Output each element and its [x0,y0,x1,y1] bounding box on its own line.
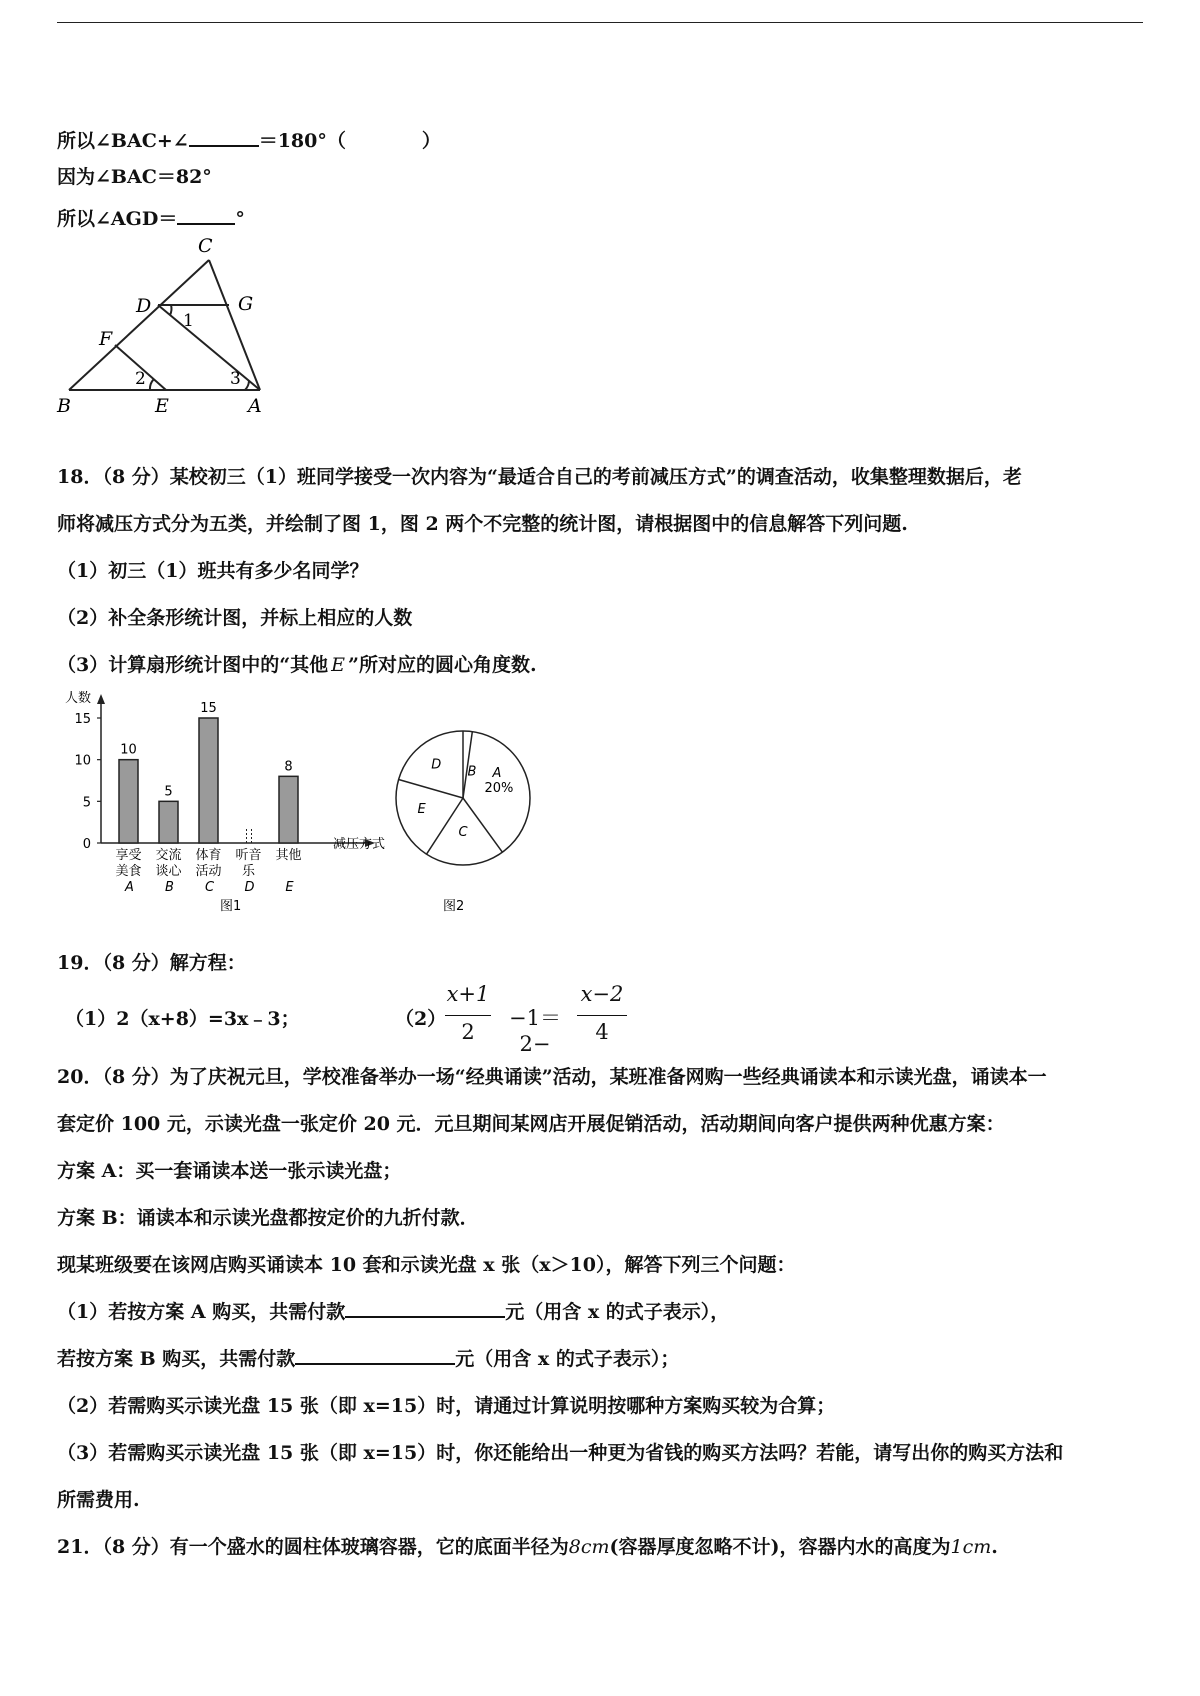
q20-line6-post: 元（用含 x 的式子表示）， [505,1301,730,1323]
frac2-bar [577,1015,627,1016]
label-G: G [238,293,254,315]
q21-post: . [991,1536,998,1558]
q21-line [57,1532,998,1559]
q21-pre: 21．（8 分）有一个盛水的圆柱体玻璃容器，它的底面半径为 [57,1536,569,1558]
category-letter: D [244,880,255,895]
q20-line7-pre: 若按方案 B 购买，共需付款 [57,1348,296,1370]
bar-value-label: 10 [120,742,137,758]
label-D: D [136,295,152,317]
q18-sub3-pre: （3）计算扇形统计图中的“其他 [57,654,329,676]
q18-sub3-var: E [331,654,346,676]
q20-line2: 套定价 100 元，示读光盘一张定价 20 元．元旦期间某网店开展促销活动，活动期间向客户提供两种优惠方案： [57,1113,1005,1135]
q17-line1-pre: 所以∠BAC+∠ [57,130,189,152]
bar [199,718,218,843]
q17-line2: 因为∠BAC＝82° [57,166,212,188]
category-letter: C [204,880,215,895]
q21-height: 1cm [950,1536,992,1558]
bar-chart-title: 图1 [220,899,242,914]
q20-line9: （3）若需购买示读光盘 15 张（即 x=15）时，你还能给出一种更为省钱的购买方法吗？若能，请写出你的购买方法和 [57,1442,1064,1464]
q20-line4: 方案 B：诵读本和示读光盘都按定价的九折付款． [57,1207,479,1229]
q20-line8: （2）若需购买示读光盘 15 张（即 x=15）时，请通过计算说明按哪种方案购买较为合算； [57,1395,836,1417]
q20-line6-pre: （1）若按方案 A 购买，共需付款 [57,1301,346,1323]
q20-line10: 所需费用. [57,1489,140,1511]
category-label-line1: 体育 [195,848,222,863]
q20-line7 [57,1344,679,1371]
category-label-line2: 谈心 [155,864,182,879]
q19-sub1: （1）2（x+8）=3x﹣3； [65,1008,300,1030]
frac2-numerator: x−2 [580,982,624,1006]
q17-blank2 [177,205,235,225]
pie-chart-title: 图2 [443,899,465,914]
label-3: 3 [230,369,241,389]
q17-line3 [57,204,245,231]
triangle-figure [55,232,295,447]
label-F: F [99,328,113,350]
q20-line5: 现某班级要在该网店购买诵读本 10 套和示读光盘 x 张（x＞10），解答下列三个问题： [57,1254,796,1276]
pie-slice-divider [463,798,502,852]
pie-slice-label: C [458,825,468,840]
frac1-bar [445,1015,491,1016]
y-tick-label: 0 [82,837,91,852]
q18-sub3-post: ”所对应的圆心角度数. [348,654,537,676]
q19-stem: 19．（8 分）解方程： [57,952,246,974]
y-axis-label: 人数 [65,691,92,706]
q20-blank-a [345,1298,505,1318]
segment-da [158,305,260,390]
pie-chart [395,728,575,918]
pie-slice-label: B [467,764,477,780]
q19-equation [445,982,645,1056]
pie-slice-label: A [492,765,502,781]
bar [119,760,138,843]
q17-line1-post: ＝180°（ ） [258,130,441,152]
category-label-line2: 乐 [241,864,256,879]
category-label-line1: 其他 [275,848,302,863]
x-axis-label: 减压方式 [333,837,386,852]
y-tick-label: 10 [74,753,91,769]
label-E: E [155,395,169,417]
q18-sub1: （1）初三（1）班共有多少名同学？ [57,560,369,582]
category-letter: E [285,880,294,895]
pie-slice-label: E [417,802,426,818]
angle-2-arc [150,379,154,390]
q19-sub2-label: （2） [395,1008,447,1030]
category-label-line2: 美食 [115,864,142,879]
bar [279,776,298,843]
label-A: A [248,395,262,417]
q17-line3-post: ° [235,208,245,230]
category-letter: A [125,880,134,895]
pie-slice-percent: 20% [484,780,514,796]
bar-value-label: 15 [200,701,217,716]
q18-sub3 [57,650,537,677]
bar [159,801,178,843]
q17-blank1 [189,127,259,147]
pie-slice-label: D [431,757,442,773]
equation-middle: −1＝2− [509,1006,561,1056]
category-label-line1: 交流 [155,848,182,863]
label-B: B [57,395,71,417]
category-label-line1: 听音 [235,848,262,863]
q20-blank-b [295,1345,455,1365]
frac1-numerator: x+1 [446,982,490,1006]
q17-line1 [57,126,441,153]
y-tick-label: 15 [74,712,91,727]
category-label-line1: 享受 [115,848,142,863]
category-label-line2: 活动 [195,864,222,879]
y-axis-arrow [97,694,105,704]
label-1: 1 [183,311,194,331]
q18-sub2: （2）补全条形统计图，并标上相应的人数 [57,607,413,629]
bar-value-label: 8 [284,759,293,775]
q18-stem-line1: 18．（8 分）某校初三（1）班同学接受一次内容为“最适合自己的考前减压方式”的调查活动，收集整理数据后，老 [57,466,1022,488]
frac1-denominator: 2 [461,1020,475,1044]
y-tick-label: 5 [82,795,91,811]
q21-radius: 8cm [568,1536,610,1558]
header-rule [57,22,1143,23]
bar-value-label: 5 [164,784,173,800]
q20-line3: 方案 A：买一套诵读本送一张示读光盘； [57,1160,402,1182]
frac2-denominator: 4 [595,1020,609,1044]
q21-mid: (容器厚度忽略不计)，容器内水的高度为 [609,1536,951,1558]
pie-slice-divider [399,780,463,798]
angle-3-arc [245,381,249,390]
label-C: C [198,235,213,257]
angle-1-arc [170,305,171,315]
label-2: 2 [135,369,146,389]
q20-line6 [57,1297,729,1324]
q20-line7-post: 元（用含 x 的式子表示）； [455,1348,680,1370]
bar-chart [55,688,395,918]
category-letter: B [165,880,174,895]
q17-line3-pre: 所以∠AGD＝ [57,208,178,230]
q18-stem-line2: 师将减压方式分为五类，并绘制了图 1，图 2 两个不完整的统计图，请根据图中的信息解答下列问题. [57,513,908,535]
q20-line1: 20．（8 分）为了庆祝元旦，学校准备举办一场“经典诵读”活动，某班准备网购一些经典诵读本和示读光盘，诵读本一 [57,1066,1047,1088]
